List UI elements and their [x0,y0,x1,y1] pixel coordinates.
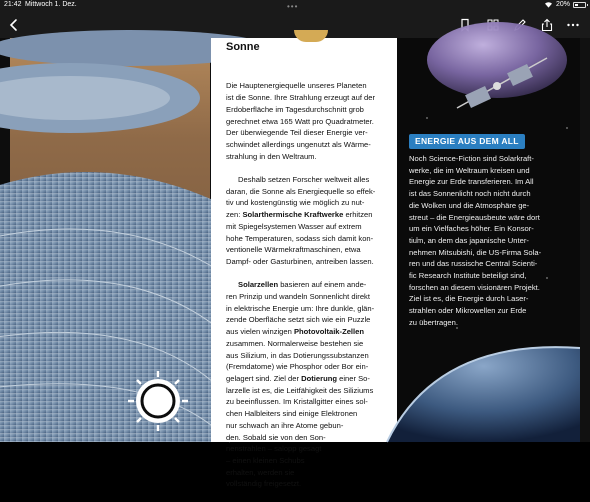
sidebar-line: ren und das russische Central Scienti- [409,259,538,269]
sidebar-line: Energie zur Erde transferieren. Im All [409,177,534,187]
sidebar-line: werke, die im Weltraum kreisen und [409,165,530,175]
sidebar-line: Noch Science-Fiction sind Solarkraft- [409,154,534,163]
page-edge [580,38,590,442]
wifi-icon [544,1,553,8]
sidebar-line: streut – die Energieausbeute wäre dort [409,212,540,222]
article-body [226,57,388,502]
status-time: 21:42 [4,1,22,8]
paragraph-3-text-a: ren Prinzip und wandeln Sonnenlicht direkt in elektrische Energie um: Ihre dunkle, glän- zende Oberfläche setzt sich wie ein Puzzle aus vielen winzigen [226,292,375,337]
battery-icon [573,2,586,8]
paragraph-3-text-c: larzelle ist es, die Leitfähigkeit des Siliziums zu beeinflussen. Im Kristallgitter eines sol- chen Halbleiters sind einige Elektronen nur schwach an ihre Atome gebun- den. Sobald sie von den Son- nenstrahlen – salopp gesagt – einen kleinen Schubs erhalten, werden sie vollständig freigesetzt. [226,385,374,489]
sidebar-line: um ein Vielfaches höher. Ein Konsor- [409,224,534,234]
paragraph-1 [226,69,388,163]
bold-photovoltaik: Photovoltaik-Zellen [293,327,365,337]
status-right [544,1,586,8]
status-bar [0,0,590,12]
bold-dotierung: Dotierung [301,373,337,383]
battery-percent: 20% [555,1,570,8]
paragraph-3-after-bold: basieren auf einem ande- [278,280,367,290]
paragraph-3-after-dotierung: einer So- [337,373,370,383]
paragraph-2-text-a: Deshalb setzen Forscher weltweit alles daran, die Sonne als Energiequelle so effek- tiv und kostengünstig wie möglich zu nut- zen: [226,175,376,220]
sidebar-line: strahlen oder Mikrowellen zur Erde [409,306,527,316]
paragraph-2 [226,174,388,268]
bold-solarthermische: Solarthermische Kraftwerke [242,210,344,220]
sidebar-line: nehmen Mitsubishi, die US-Firma Sola- [409,247,542,257]
sidebar-line: fic Research Institute beteiligt sind, [409,271,527,281]
sun-icon [128,371,188,431]
sidebar-line: die Wolken und die Atmosphäre ge- [409,200,530,210]
sidebar-line: forschen an diesem visionären Projekt. [409,282,540,292]
sidebar-line: ist das Sonnenlicht noch nicht durch [409,189,531,199]
sidebar-line: Ziel ist es, die Energie durch Laser- [409,294,529,304]
more-icon[interactable] [564,16,582,34]
sidebar-text [409,153,569,329]
status-date: Mittwoch 1. Dez. [25,1,77,8]
solar-plant-photo [10,38,210,442]
article-title: Sonne [226,41,260,53]
back-chevron-icon[interactable] [5,16,23,34]
paragraph-2-text-b: mit Spiegelsystemen Wasser auf extrem hohe Temperaturen, sodass sich damit kon- ventionelle Wärmekraftmaschinen, etwa Dampf- oder Gasturbinen, antreiben lassen. [226,221,374,266]
paragraph-3-text-b: zusammen. Normalerweise bestehen sie aus Silizium, in das Dotierungssubstanzen (Fremdatome) wie Phosphor oder Bor ein- gelagert sind. Ziel der [226,338,369,383]
article-column [211,38,397,489]
paragraph-3 [226,279,388,490]
paragraph-1-text: Die Hauptenergiequelle unseres Planeten ist die Sonne. Ihre Strahlung erzeugt auf der Erdoberfläche im Tagesdurchschnitt grob gerechnet etwa 165 Watt pro Quadratmeter. Der überwiegende Teil dieser Energie ver- schwindet allerdings ungenutzt als Wärme- strahlung in den Weltraum. [226,81,376,161]
sidebar-line: tium, an dem das japanische Unter- [409,235,529,245]
sidebar-column [397,38,580,442]
bold-solarzellen: Solarzellen [238,280,279,290]
multitask-dots-icon[interactable]: ••• [287,2,299,11]
sidebar-line: zu übertragen. [409,317,458,327]
section-badge: ENERGIE AUS DEM ALL [409,134,525,149]
paragraph-2-after-bold: erhitzen [343,210,373,220]
magazine-page[interactable] [0,38,590,489]
